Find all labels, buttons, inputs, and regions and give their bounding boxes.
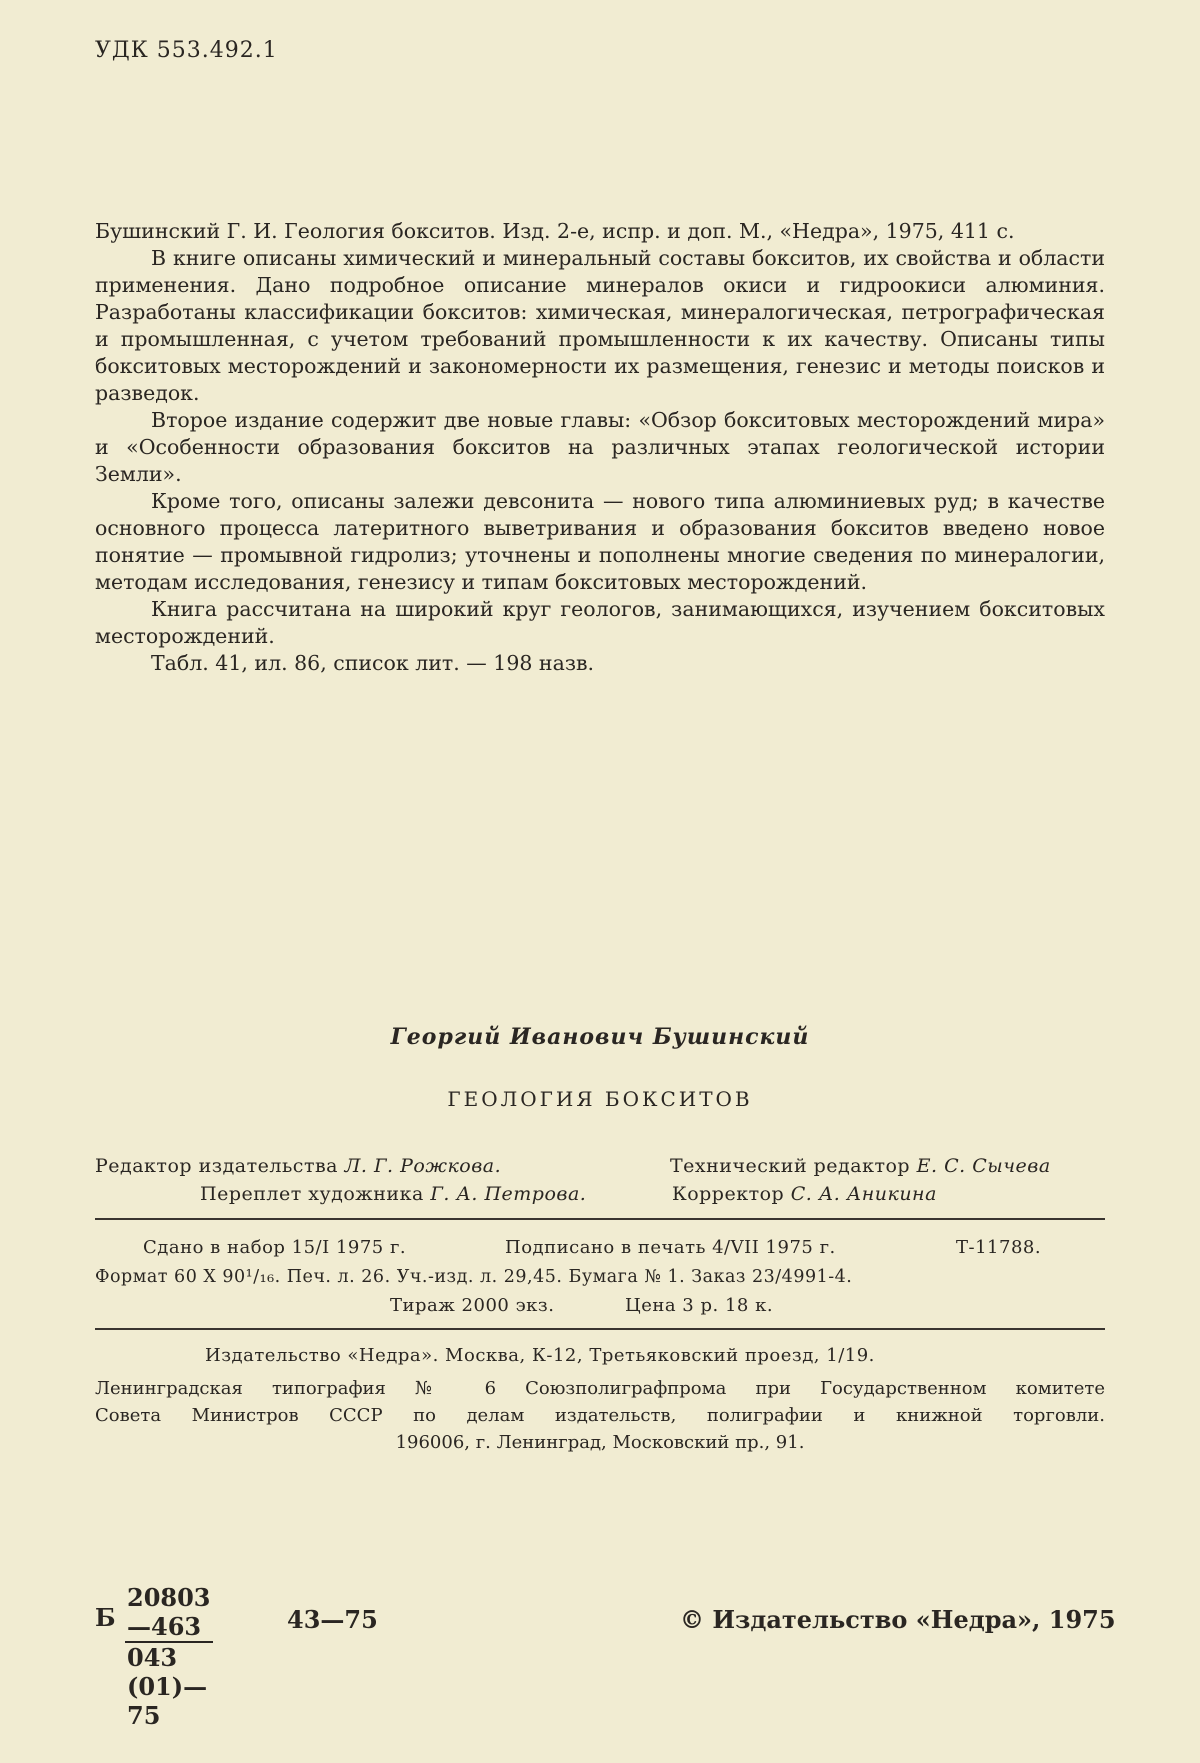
abstract-paragraph-2: Второе издание содержит две новые главы: «Обзор бокситовых месторождений мира» и «Особенности образования бокситов на различных этапах геологической истории Земли». — [95, 408, 1105, 486]
imprint-price: Цена 3 р. 18 к. — [625, 1295, 774, 1316]
editor-label: Редактор издательства — [95, 1155, 338, 1177]
index-fraction — [125, 1583, 213, 1730]
imprint-signed: Подписано в печать 4/VII 1975 г. — [505, 1237, 836, 1258]
corrector-name: С. А. Аникина — [790, 1183, 937, 1205]
author-full-name: Георгий Иванович Бушинский — [390, 1024, 810, 1050]
bibliographic-entry: Бушинский Г. И. Геология бокситов. Изд. 2-е, испр. и доп. М., «Недра», 1975, 411 с. — [95, 219, 1015, 243]
editor-name: Л. Г. Рожкова. — [344, 1155, 502, 1177]
index-letter: Б — [95, 1603, 116, 1632]
credit-cover-artist — [200, 1183, 586, 1205]
printer-line-1: Ленинградская типография № 6 Союзполиграфпрома при Государственном комитете — [95, 1378, 1105, 1399]
imprint-print-run: Тираж 2000 экз. — [390, 1295, 555, 1316]
cover-label: Переплет художника — [200, 1183, 424, 1205]
tech-editor-name: Е. С. Сычева — [916, 1155, 1051, 1177]
credit-editor — [95, 1155, 501, 1177]
index-numerator: 20803—463 — [127, 1583, 211, 1641]
divider-top — [95, 1218, 1105, 1220]
index-denominator: 043 (01)—75 — [127, 1643, 208, 1730]
abstract-block — [95, 218, 1105, 677]
index-suffix: 43—75 — [287, 1605, 378, 1634]
divider-bottom — [95, 1328, 1105, 1330]
copyright-notice: © Издательство «Недра», 1975 — [680, 1605, 1116, 1634]
corrector-label: Корректор — [672, 1183, 785, 1205]
printer-info — [95, 1375, 1105, 1456]
imprint-format: Формат 60 X 90¹/₁₆. Печ. л. 26. Уч.-изд. л. 29,45. Бумага № 1. Заказ 23/4991-4. — [95, 1267, 853, 1287]
credit-tech-editor — [670, 1155, 1051, 1177]
abstract-paragraph-5: Табл. 41, ил. 86, список лит. — 198 назв. — [151, 651, 595, 675]
imprint-typeset: Сдано в набор 15/I 1975 г. — [143, 1237, 407, 1258]
printer-line-2: Совета Министров СССР по делам издательств, полиграфии и книжной торговли. — [95, 1405, 1105, 1426]
abstract-paragraph-1: В книге описаны химический и минеральный составы бокситов, их свойства и области применения. Дано подробное описание минералов окиси и гидроокиси алюминия. Разработаны классификации бокситов: химическая, минералогическая, петрографическая и промышленная, с учетом требований промышленности к их качеству. Описаны типы бокситовых месторождений и закономерности их размещения, генезис и методы поисков и разведок. — [95, 246, 1105, 405]
book-title: ГЕОЛОГИЯ БОКСИТОВ — [447, 1087, 753, 1111]
udk-code: УДК 553.492.1 — [95, 38, 278, 63]
abstract-paragraph-4: Книга рассчитана на широкий круг геологов, занимающихся, изучением бокситовых месторождений. — [95, 597, 1105, 648]
credit-corrector — [672, 1183, 937, 1205]
tech-editor-label: Технический редактор — [670, 1155, 911, 1177]
imprint-code: Т-11788. — [956, 1237, 1042, 1258]
abstract-paragraph-3: Кроме того, описаны залежи девсонита — нового типа алюминиевых руд; в качестве основного процесса латеритного выветривания и образования бокситов введено новое понятие — промывной гидролиз; уточнены и пополнены многие сведения по минералогии, методам исследования, генезису и типам бокситовых месторождений. — [95, 489, 1105, 594]
publisher-address: Издательство «Недра». Москва, К-12, Третьяковский проезд, 1/19. — [205, 1345, 875, 1366]
cover-name: Г. А. Петрова. — [430, 1183, 587, 1205]
printer-line-3: 196006, г. Ленинград, Московский пр., 91. — [395, 1432, 805, 1453]
